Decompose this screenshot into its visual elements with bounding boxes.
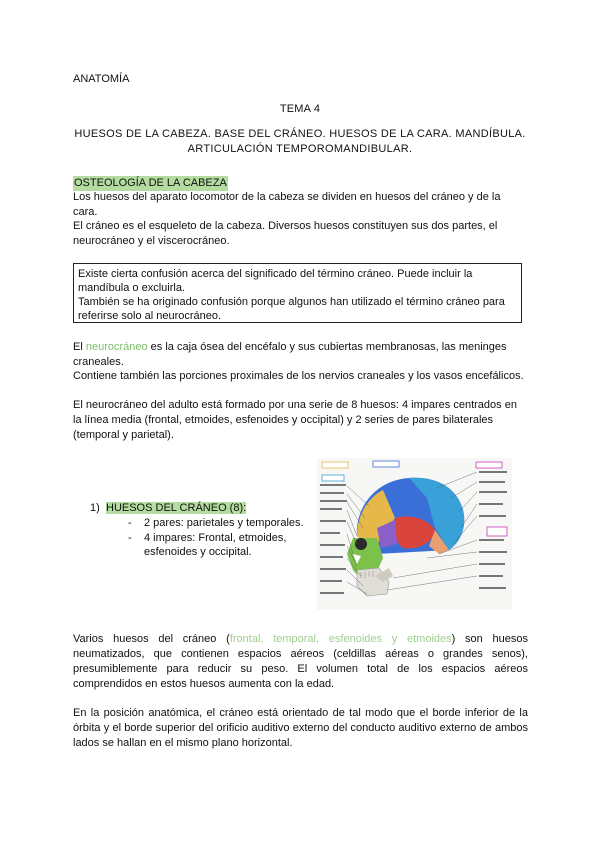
document-title (70, 127, 530, 156)
intro-line-1: Los huesos del aparato locomotor de la cabeza se dividen en huesos del cráneo y de la (73, 191, 501, 203)
neuro-line-1 (73, 340, 528, 355)
note-line-1: Existe cierta confusión acerca del significado del término cráneo. Puede incluir la (78, 268, 473, 280)
intro-line-3: El cráneo es el esqueleto de la cabeza. Diversos huesos constituyen sus dos partes, el (73, 220, 498, 232)
adult-neurocranium-paragraph (73, 398, 528, 443)
neurocranium-paragraph (73, 340, 528, 384)
note-line-2: mandíbula o excluirla. (78, 282, 186, 294)
adult-line-3: (temporal y parietal). (73, 429, 174, 441)
note-line-3: También se ha originado confusión porque algunos han utilizado el término cráneo para (78, 296, 505, 308)
subsection-number: 1) (90, 502, 100, 514)
skull-illustration (317, 458, 512, 610)
neuro-prefix: El (73, 341, 86, 353)
list-dash: - (128, 531, 132, 544)
list-item-text-cont: esfenoides y occipital. (144, 546, 252, 558)
list-item (128, 516, 313, 531)
subject-label: ANATOMÍA (73, 73, 130, 85)
adult-line-2: la línea media (frontal, etmoides, esfenoides y occipital) y 2 series de pares bilaterales (73, 414, 494, 426)
pneumatized-prefix: Varios huesos del cráneo ( (73, 633, 230, 645)
pneumatized-bones-paragraph (73, 632, 528, 692)
subsection-heading (90, 501, 246, 516)
neurocranium-term: neurocráneo (85, 341, 148, 353)
neuro-line-3: Contiene también las porciones proximales de los nervios craneales y los vasos encefálicos. (73, 370, 524, 382)
neuro-rest: es la caja ósea del encéfalo y sus cubiertas membranosas, las meninges (147, 341, 507, 353)
tema-label: TEMA 4 (279, 103, 321, 115)
section-heading: OSTEOLOGÍA DE LA CABEZA (74, 177, 227, 189)
pneumatized-rest: ) son huesos neumatizados, que contienen espacios aéreos (celdillas aéreas o grandes senos), presumiblemente para reducir su peso. El volumen total de los espacios aéreos comprendidos en estos huesos aumenta con la edad. (73, 633, 529, 690)
title-line-1: HUESOS DE LA CABEZA. BASE DEL CRÁNEO. HUESOS DE LA CARA. MANDÍBULA. (74, 128, 526, 140)
cranial-bones-list (128, 516, 313, 560)
neuro-line-2: craneales. (73, 355, 124, 368)
pneumatized-bones-list: frontal, temporal, esfenoides y etmoides (229, 633, 452, 645)
title-line-2: ARTICULACIÓN TEMPOROMANDIBULAR. (187, 142, 413, 155)
list-dash: - (128, 517, 132, 529)
intro-line-2: cara. (73, 205, 98, 218)
intro-line-4: neurocráneo y el viscerocráneo. (73, 234, 230, 247)
subsection-label: HUESOS DEL CRÁNEO (8): (106, 502, 247, 514)
list-item (128, 531, 313, 560)
note-line-4: referirse solo al neurocráneo. (78, 310, 222, 322)
adult-line-1: El neurocráneo del adulto está formado por una serie de 8 huesos: 4 impares centrados en (73, 399, 517, 411)
note-box (73, 263, 522, 323)
list-item-text: 4 impares: Frontal, etmoides, (144, 531, 287, 544)
anatomical-position-paragraph: En la posición anatómica, el cráneo está orientado de tal modo que el borde inferior de la órbita y el borde superior del orificio auditivo externo del conducto auditivo externo de ambos lados se hallan en el mismo plano horizontal. (73, 707, 528, 749)
intro-paragraphs (73, 190, 523, 248)
list-item-text: 2 pares: parietales y temporales. (144, 517, 304, 529)
